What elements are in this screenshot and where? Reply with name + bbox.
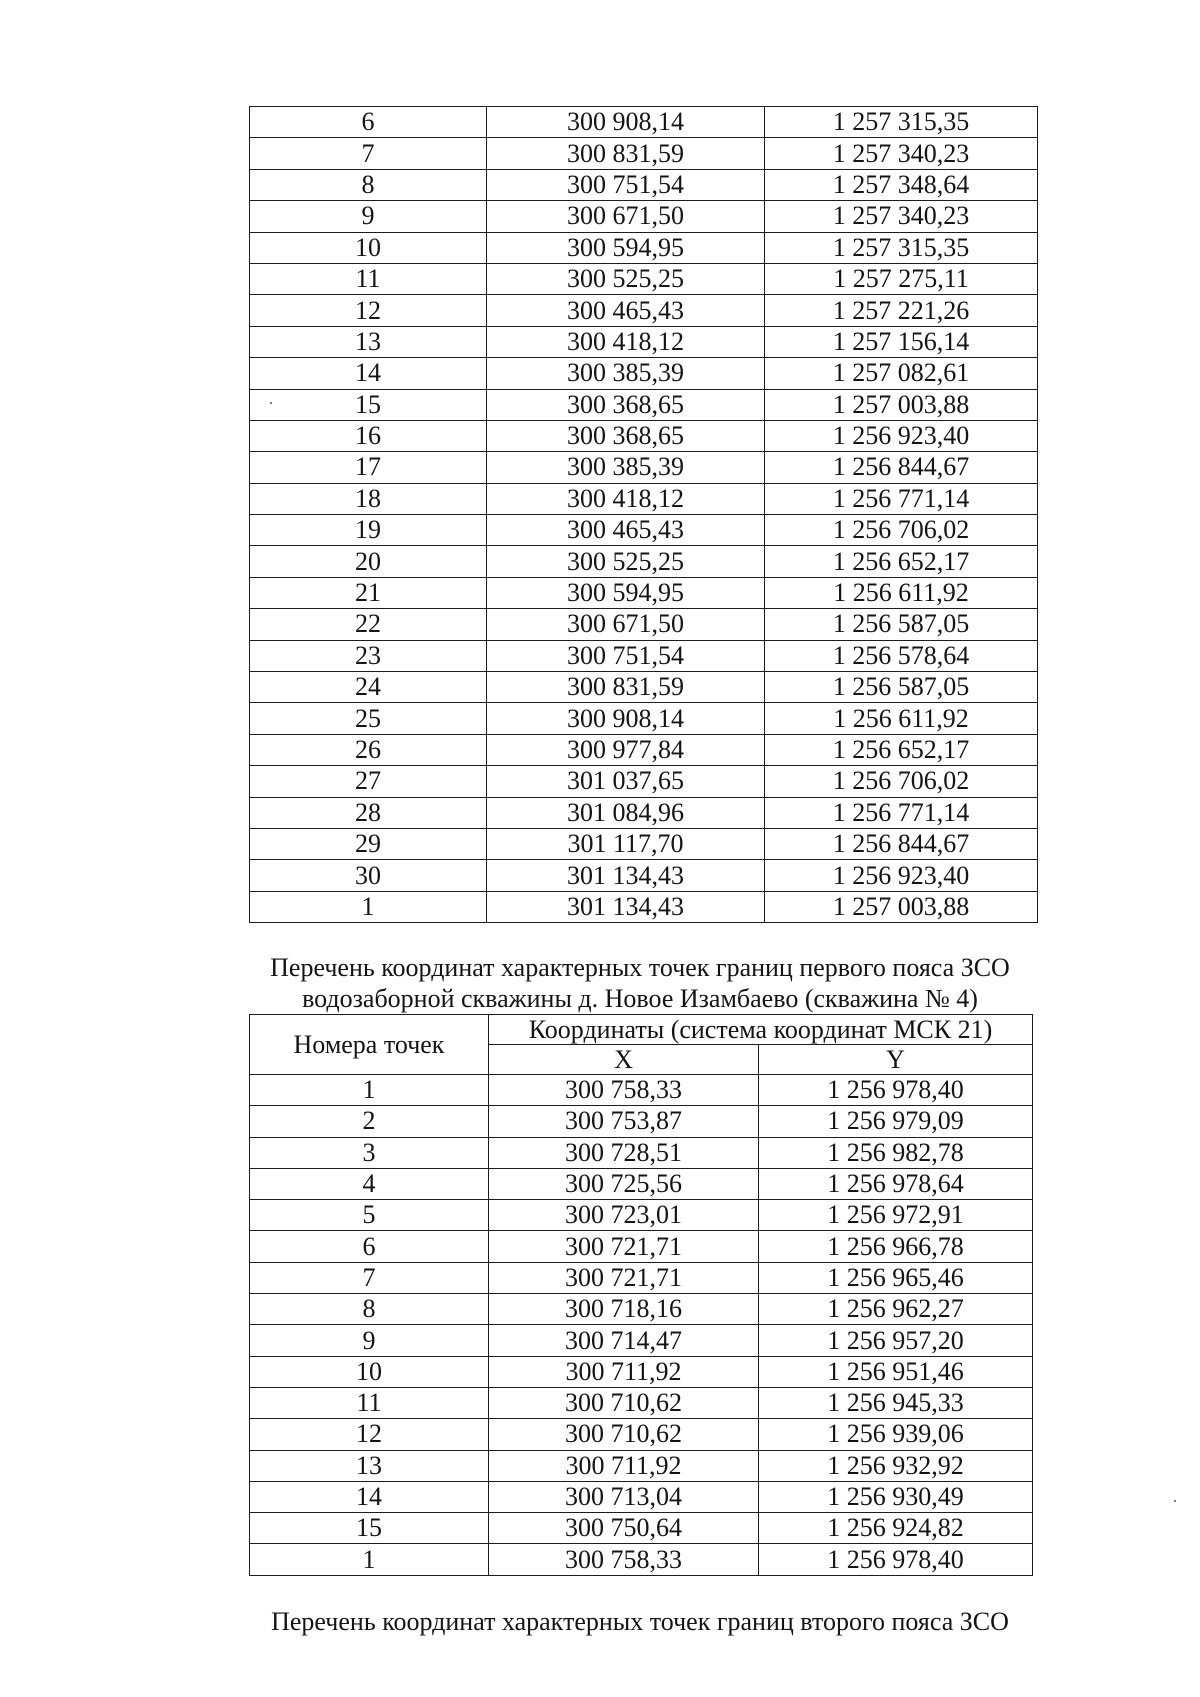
table-row [250,201,1038,232]
point-number-cell: 3 [250,1137,489,1168]
x-coordinate-cell: 300 908,14 [487,703,765,734]
table-row [250,1137,1033,1168]
table-row [250,263,1038,294]
x-coordinate-cell: 300 465,43 [487,515,765,546]
point-number-cell: 7 [250,138,487,169]
y-coordinate-cell: 1 256 924,82 [759,1513,1033,1544]
scan-speck [1174,1500,1176,1502]
x-coordinate-cell: 301 134,43 [487,860,765,891]
x-coordinate-cell: 300 418,12 [487,483,765,514]
section-heading-line: Перечень координат характерных точек границ второго пояса ЗСО [271,1607,1009,1636]
x-coordinate-cell: 301 084,96 [487,797,765,828]
y-column-header: Y [759,1045,1033,1075]
point-number-cell: 19 [250,515,487,546]
y-coordinate-cell: 1 256 930,49 [759,1481,1033,1512]
y-coordinate-cell: 1 257 221,26 [765,295,1038,326]
x-column-header: X [489,1045,759,1075]
table-row [250,828,1038,859]
y-coordinate-cell: 1 257 156,14 [765,326,1038,357]
point-number-cell: 13 [250,326,487,357]
y-coordinate-cell: 1 256 706,02 [765,766,1038,797]
x-coordinate-cell: 300 713,04 [489,1481,759,1512]
point-number-cell: 10 [250,232,487,263]
y-coordinate-cell: 1 256 978,40 [759,1075,1033,1106]
x-coordinate-cell: 300 831,59 [487,138,765,169]
table-row [250,1294,1033,1325]
y-coordinate-cell: 1 256 706,02 [765,515,1038,546]
table-row [250,138,1038,169]
y-coordinate-cell: 1 256 771,14 [765,797,1038,828]
point-number-cell: 1 [250,891,487,922]
x-coordinate-cell: 300 908,14 [487,107,765,138]
y-coordinate-cell: 1 256 611,92 [765,577,1038,608]
table-row [250,358,1038,389]
x-coordinate-cell: 300 525,25 [487,263,765,294]
y-coordinate-cell: 1 256 587,05 [765,609,1038,640]
y-coordinate-cell: 1 256 844,67 [765,828,1038,859]
point-number-cell: 14 [250,358,487,389]
table-row [250,609,1038,640]
table-row [250,891,1038,922]
table-row [250,672,1038,703]
y-coordinate-cell: 1 256 978,40 [759,1544,1033,1575]
table-row [250,734,1038,765]
x-coordinate-cell: 300 723,01 [489,1200,759,1231]
point-number-cell: 26 [250,734,487,765]
x-coordinate-cell: 300 385,39 [487,452,765,483]
point-number-cell: 29 [250,828,487,859]
y-coordinate-cell: 1 256 957,20 [759,1325,1033,1356]
point-number-cell: 16 [250,420,487,451]
table-row [250,1168,1033,1199]
x-coordinate-cell: 300 710,62 [489,1419,759,1450]
table-row [250,640,1038,671]
section-heading-first-zone [240,952,1040,1014]
table-row [250,515,1038,546]
point-number-cell: 17 [250,452,487,483]
y-coordinate-cell: 1 256 945,33 [759,1387,1033,1418]
table-row [250,1325,1033,1356]
table-row [250,1106,1033,1137]
x-coordinate-cell: 300 671,50 [487,609,765,640]
point-number-cell: 11 [250,263,487,294]
y-coordinate-cell: 1 257 275,11 [765,263,1038,294]
x-coordinate-cell: 301 117,70 [487,828,765,859]
section-heading-second-zone [240,1606,1040,1637]
x-coordinate-cell: 300 831,59 [487,672,765,703]
table-row [250,797,1038,828]
y-coordinate-cell: 1 256 951,46 [759,1356,1033,1387]
table-row [250,1513,1033,1544]
x-coordinate-cell: 300 711,92 [489,1450,759,1481]
x-coordinate-cell: 300 721,71 [489,1262,759,1293]
point-number-cell: 8 [250,169,487,200]
y-coordinate-cell: 1 256 652,17 [765,734,1038,765]
table-row [250,766,1038,797]
x-coordinate-cell: 300 750,64 [489,1513,759,1544]
section-heading-line: водозаборной скважины д. Новое Изамбаево (скважина № 4) [302,984,978,1013]
x-coordinate-cell: 300 594,95 [487,577,765,608]
table-body [250,1075,1033,1576]
x-coordinate-cell: 300 751,54 [487,640,765,671]
point-number-cell: 27 [250,766,487,797]
table-body [250,107,1038,923]
point-number-cell: 12 [250,295,487,326]
y-coordinate-cell: 1 256 979,09 [759,1106,1033,1137]
table-row [250,295,1038,326]
table-row [250,577,1038,608]
point-number-cell: 7 [250,1262,489,1293]
table-row [250,703,1038,734]
y-coordinate-cell: 1 256 923,40 [765,860,1038,891]
point-number-cell: 20 [250,546,487,577]
y-coordinate-cell: 1 256 965,46 [759,1262,1033,1293]
scan-speck [270,402,272,404]
x-coordinate-cell: 300 711,92 [489,1356,759,1387]
x-coordinate-cell: 300 525,25 [487,546,765,577]
table-row [250,452,1038,483]
y-coordinate-cell: 1 256 932,92 [759,1450,1033,1481]
x-coordinate-cell: 301 134,43 [487,891,765,922]
x-coordinate-cell: 300 671,50 [487,201,765,232]
x-coordinate-cell: 300 718,16 [489,1294,759,1325]
x-coordinate-cell: 300 758,33 [489,1075,759,1106]
point-number-cell: 1 [250,1544,489,1575]
x-coordinate-cell: 300 368,65 [487,389,765,420]
x-coordinate-cell: 300 753,87 [489,1106,759,1137]
point-number-cell: 15 [250,389,487,420]
point-number-cell: 9 [250,1325,489,1356]
point-number-cell: 22 [250,609,487,640]
x-coordinate-cell: 300 725,56 [489,1168,759,1199]
table-row [250,1481,1033,1512]
y-coordinate-cell: 1 256 611,92 [765,703,1038,734]
y-coordinate-cell: 1 257 003,88 [765,389,1038,420]
y-coordinate-cell: 1 257 340,23 [765,201,1038,232]
x-coordinate-cell: 300 465,43 [487,295,765,326]
coordinates-group-header: Координаты (система координат МСК 21) [489,1015,1033,1045]
table-row [250,1075,1033,1106]
x-coordinate-cell: 300 758,33 [489,1544,759,1575]
point-number-cell: 4 [250,1168,489,1199]
point-number-cell: 13 [250,1450,489,1481]
coordinates-table-first-zone [249,1014,1033,1576]
y-coordinate-cell: 1 256 962,27 [759,1294,1033,1325]
table-row [250,860,1038,891]
point-number-cell: 23 [250,640,487,671]
table-row [250,1231,1033,1262]
table-row [250,1200,1033,1231]
x-coordinate-cell: 300 418,12 [487,326,765,357]
y-coordinate-cell: 1 256 982,78 [759,1137,1033,1168]
x-coordinate-cell: 300 728,51 [489,1137,759,1168]
point-number-cell: 25 [250,703,487,734]
point-number-cell: 10 [250,1356,489,1387]
y-coordinate-cell: 1 257 082,61 [765,358,1038,389]
y-coordinate-cell: 1 256 923,40 [765,420,1038,451]
table-row [250,169,1038,200]
point-number-cell: 2 [250,1106,489,1137]
table-header [250,1015,1033,1075]
point-number-cell: 24 [250,672,487,703]
x-coordinate-cell: 300 368,65 [487,420,765,451]
y-coordinate-cell: 1 256 587,05 [765,672,1038,703]
y-coordinate-cell: 1 257 315,35 [765,232,1038,263]
point-number-cell: 11 [250,1387,489,1418]
table-row [250,1419,1033,1450]
y-coordinate-cell: 1 256 578,64 [765,640,1038,671]
x-coordinate-cell: 300 710,62 [489,1387,759,1418]
table-row [250,107,1038,138]
point-numbers-column-header: Номера точек [250,1015,489,1075]
coordinates-table-continuation [249,106,1038,923]
point-number-cell: 6 [250,107,487,138]
x-coordinate-cell: 300 721,71 [489,1231,759,1262]
table-row [250,389,1038,420]
point-number-cell: 14 [250,1481,489,1512]
x-coordinate-cell: 301 037,65 [487,766,765,797]
y-coordinate-cell: 1 256 972,91 [759,1200,1033,1231]
y-coordinate-cell: 1 256 966,78 [759,1231,1033,1262]
point-number-cell: 9 [250,201,487,232]
y-coordinate-cell: 1 257 003,88 [765,891,1038,922]
point-number-cell: 28 [250,797,487,828]
point-number-cell: 8 [250,1294,489,1325]
x-coordinate-cell: 300 594,95 [487,232,765,263]
point-number-cell: 21 [250,577,487,608]
point-number-cell: 30 [250,860,487,891]
y-coordinate-cell: 1 256 978,64 [759,1168,1033,1199]
table-row [250,483,1038,514]
x-coordinate-cell: 300 385,39 [487,358,765,389]
table-row [250,326,1038,357]
y-coordinate-cell: 1 257 348,64 [765,169,1038,200]
table-row [250,546,1038,577]
x-coordinate-cell: 300 751,54 [487,169,765,200]
y-coordinate-cell: 1 256 771,14 [765,483,1038,514]
table-row [250,1450,1033,1481]
table-row [250,420,1038,451]
point-number-cell: 5 [250,1200,489,1231]
y-coordinate-cell: 1 257 315,35 [765,107,1038,138]
y-coordinate-cell: 1 256 652,17 [765,546,1038,577]
y-coordinate-cell: 1 256 844,67 [765,452,1038,483]
table-row [250,1387,1033,1418]
point-number-cell: 6 [250,1231,489,1262]
y-coordinate-cell: 1 257 340,23 [765,138,1038,169]
x-coordinate-cell: 300 714,47 [489,1325,759,1356]
table-row [250,1544,1033,1575]
point-number-cell: 1 [250,1075,489,1106]
point-number-cell: 15 [250,1513,489,1544]
table-row [250,1356,1033,1387]
table-header-row [250,1015,1033,1045]
point-number-cell: 18 [250,483,487,514]
x-coordinate-cell: 300 977,84 [487,734,765,765]
table-row [250,1262,1033,1293]
point-number-cell: 12 [250,1419,489,1450]
section-heading-line: Перечень координат характерных точек границ первого пояса ЗСО [270,953,1010,982]
y-coordinate-cell: 1 256 939,06 [759,1419,1033,1450]
table-row [250,232,1038,263]
